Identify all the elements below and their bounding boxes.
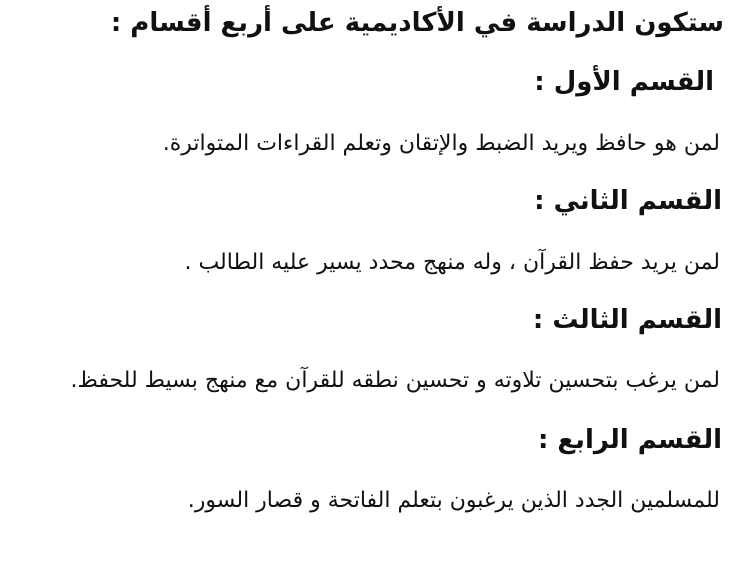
intro-heading: ستكون الدراسة في الأكاديمية على أربع أقسام :	[110, 8, 724, 38]
section-3-heading: القسم الثالث :	[532, 305, 722, 335]
section-2-text: لمن يريد حفظ القرآن ، وله منهج محدد يسير عليه الطالب .	[184, 250, 720, 275]
section-4-text: للمسلمين الجدد الذين يرغبون بتعلم الفاتحة و قصار السور.	[187, 488, 720, 513]
section-1-heading: القسم الأول :	[534, 67, 714, 97]
section-2-heading: القسم الثاني :	[534, 186, 722, 216]
section-4-heading: القسم الرابع :	[537, 425, 722, 455]
section-1-text: لمن هو حافظ ويريد الضبط والإتقان وتعلم القراءات المتواترة.	[162, 131, 720, 156]
section-3-text: لمن يرغب بتحسين تلاوته و تحسين نطقه للقرآن مع منهج بسيط للحفظ.	[70, 368, 720, 393]
